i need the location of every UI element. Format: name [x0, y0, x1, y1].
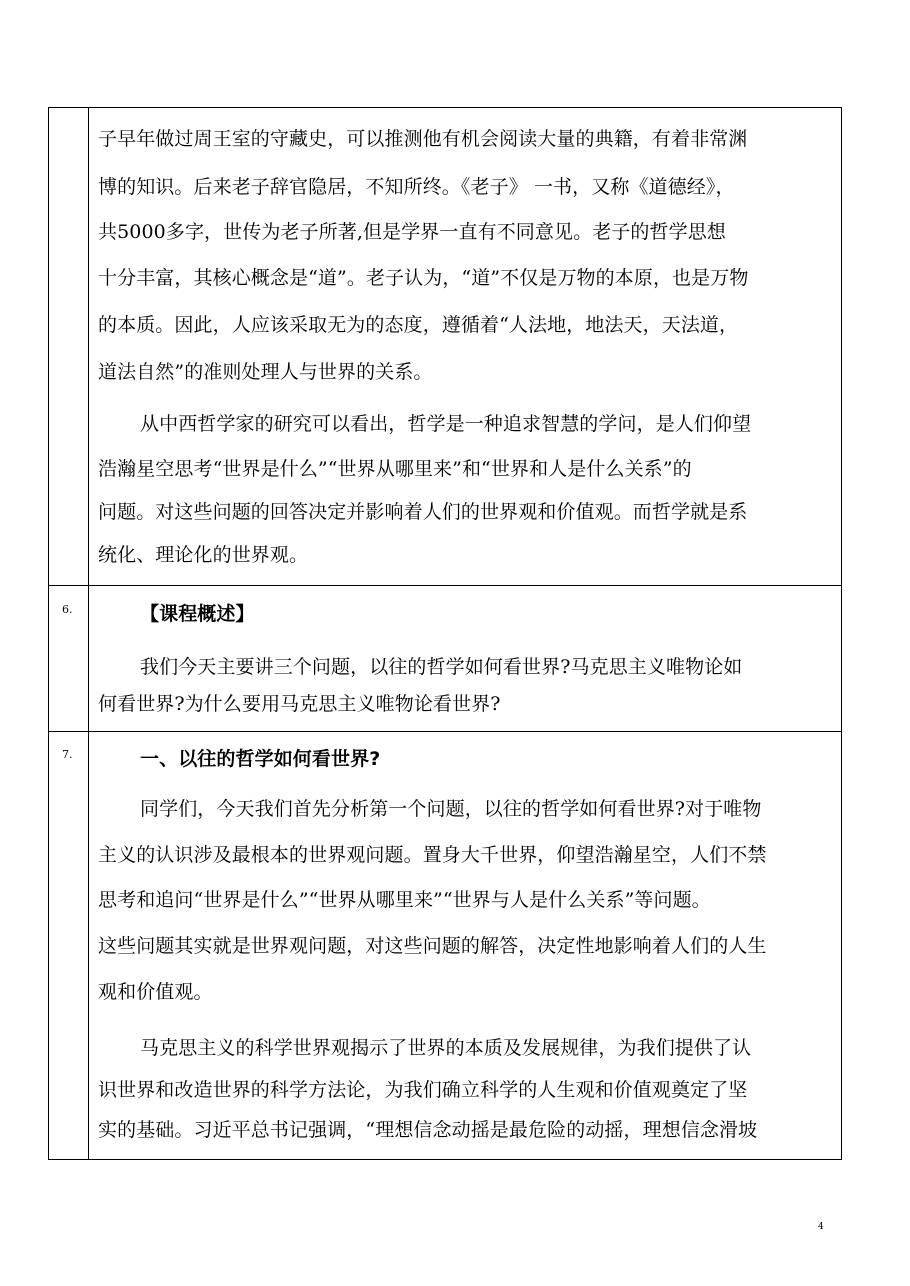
text-line: 问题。对这些问题的回答决定并影响着人们的世界观和价值观。而哲学就是系 — [98, 501, 748, 523]
row-number: 6. — [62, 603, 73, 616]
column-divider — [88, 107, 89, 1160]
row-divider-1 — [48, 585, 842, 586]
text-line: 观和价值观。 — [98, 981, 213, 1003]
text-line: 博的知识。后来老子辞官隐居，不知所终。《老子》 一书，又称《道德经》， — [98, 176, 735, 198]
page-number: 4 — [818, 1222, 824, 1232]
text-line: 统化、理论化的世界观。 — [98, 544, 309, 566]
text-line: 的本质。因此，人应该采取无为的态度，遵循着“人法地，地法天，天法道， — [98, 314, 739, 336]
text-line: 马克思主义的科学世界观揭示了世界的本质及发展规律，为我们提供了认 — [140, 1037, 752, 1059]
text-line: 从中西哲学家的研究可以看出，哲学是一种追求智慧的学问，是人们仰望 — [140, 413, 752, 435]
text-line: 子早年做过周王室的守藏史，可以推测他有机会阅读大量的典籍，有着非常渊 — [98, 128, 748, 150]
section-heading: 【课程概述】 — [140, 603, 255, 625]
text-line: 何看世界?为什么要用马克思主义唯物论看世界? — [98, 693, 501, 715]
text-line: 同学们，今天我们首先分析第一个问题，以往的哲学如何看世界?对于唯物 — [140, 798, 762, 820]
text-line: 十分丰富，其核心概念是“道”。老子认为，“道”不仅是万物的本原，也是万物 — [98, 267, 749, 289]
text-line: 实的基础。习近平总书记强调，“理想信念动摇是最危险的动摇，理想信念滑坡 — [98, 1119, 758, 1141]
text-line: 这些问题其实就是世界观问题，对这些问题的解答，决定性地影响着人们的人生 — [98, 935, 767, 957]
text-line: 共5000多字，世传为老子所著,但是学界一直有不同意见。老子的哲学思想 — [98, 221, 726, 243]
text-line: 思考和追问“世界是什么”“世界从哪里来”“世界与人是什么关系”等问题。 — [98, 889, 711, 911]
section-heading: 一、以往的哲学如何看世界? — [140, 748, 381, 770]
text-line: 浩瀚星空思考“世界是什么”“世界从哪里来”和“世界和人是什么关系”的 — [98, 458, 692, 480]
row-number: 7. — [62, 748, 73, 761]
text-line: 我们今天主要讲三个问题，以往的哲学如何看世界?马克思主义唯物论如 — [140, 656, 743, 678]
row-divider-2 — [48, 731, 842, 732]
text-line: 道法自然”的准则处理人与世界的关系。 — [98, 361, 433, 383]
text-line: 识世界和改造世界的科学方法论，为我们确立科学的人生观和价值观奠定了坚 — [98, 1079, 748, 1101]
text-line: 主义的认识涉及最根本的世界观问题。置身大千世界，仰望浩瀚星空，人们不禁 — [98, 844, 767, 866]
